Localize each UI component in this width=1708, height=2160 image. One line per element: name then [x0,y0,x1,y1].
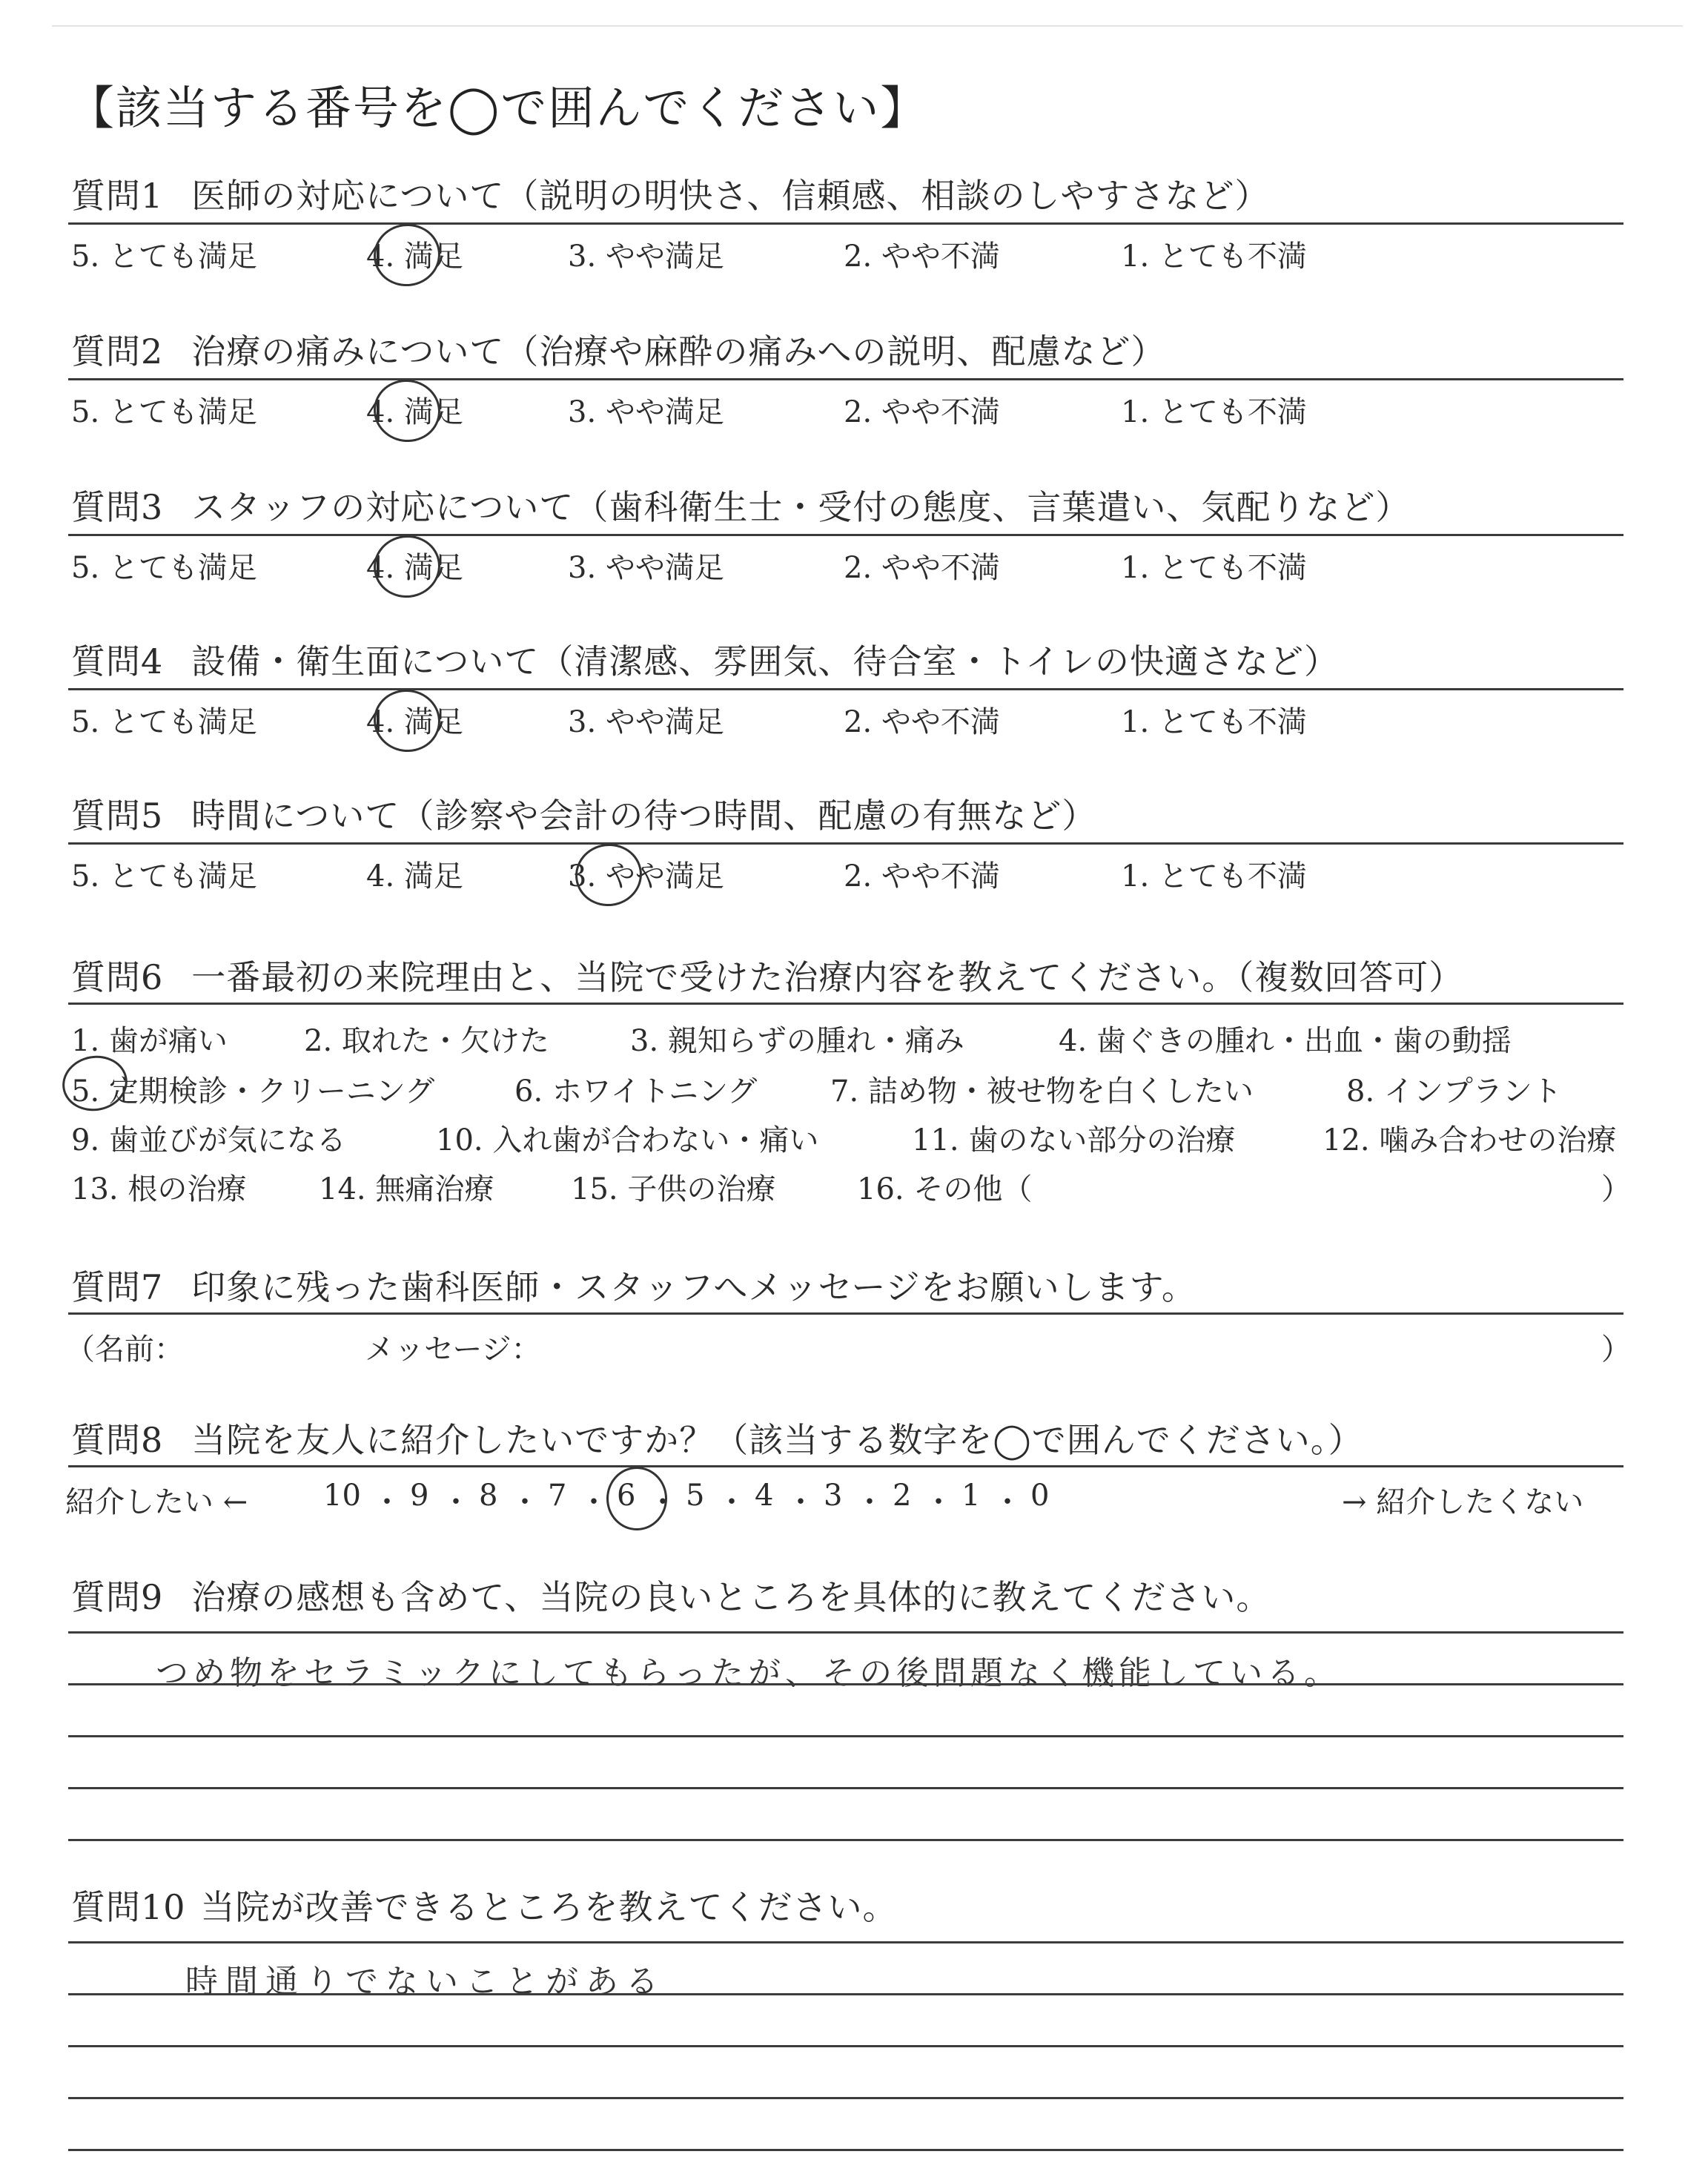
question-number: 質問2 [71,331,164,371]
question-text: 一番最初の来院理由と、当院で受けた治療内容を教えてください。（複数回答可） [191,957,1464,997]
scale-value-10[interactable]: 10 [323,1479,361,1513]
q6-option-11[interactable]: 11. 歯のない部分の治療 [912,1123,1236,1157]
question-rule [68,534,1623,536]
scale-value-4[interactable]: 4 [755,1479,774,1513]
rating-option-5[interactable]: 5. とても満足 [71,240,257,274]
writing-line [68,1941,1623,1943]
question-text: 当院が改善できるところを教えてください。 [200,1887,898,1927]
rating-option-4[interactable]: 4. 満足 [366,240,463,274]
rating-option-1[interactable]: 1. とても不満 [1121,705,1307,739]
handwritten-answer: つめ物をセラミックにしてもらったが、その後問題なく機能している。 [156,1654,1342,1692]
rating-option-2[interactable]: 2. やや不満 [844,551,1000,585]
name-label: （名前： [65,1332,184,1367]
q6-option-4[interactable]: 4. 歯ぐきの腫れ・出血・歯の動揺 [1059,1024,1512,1058]
question-number: 質問7 [71,1267,164,1307]
scale-value-9[interactable]: 9 [410,1479,429,1513]
rating-option-3[interactable]: 3. やや満足 [568,859,724,894]
question-number: 質問5 [71,796,164,836]
form-instruction: 【該当する番号を◯で囲んでください】 [68,81,928,135]
question-number: 質問6 [71,957,164,997]
q6-option-8[interactable]: 8. インプラント [1346,1074,1562,1109]
question-rule [68,1312,1623,1315]
question-text: 治療の痛みについて（治療や麻酔の痛みへの説明、配慮など） [191,331,1166,371]
question-number: 質問8 [71,1420,164,1460]
rating-option-2[interactable]: 2. やや不満 [844,240,1000,274]
message-close: ） [1601,1332,1631,1367]
rating-option-5[interactable]: 5. とても満足 [71,395,257,429]
q6-option-15[interactable]: 15. 子供の治療 [571,1172,776,1206]
q6-option-1[interactable]: 1. 歯が痛い [71,1024,228,1058]
question-5-title [71,789,1096,838]
scale-value-1[interactable]: 1 [961,1479,981,1513]
question-rule [68,1003,1623,1005]
q6-option-16[interactable]: 16. その他（ [857,1172,1033,1206]
scale-separator: ・ [855,1485,884,1519]
rating-option-4[interactable]: 4. 満足 [366,705,463,739]
question-number: 質問9 [71,1577,164,1617]
q6-option-16-close: ） [1601,1172,1631,1206]
q6-option-12[interactable]: 12. 噛み合わせの治療 [1323,1123,1617,1157]
question-3-title [71,480,1410,529]
rating-option-1[interactable]: 1. とても不満 [1121,551,1307,585]
scale-separator: ・ [717,1485,747,1519]
q6-option-13[interactable]: 13. 根の治療 [71,1172,247,1206]
scale-value-3[interactable]: 3 [824,1479,843,1513]
scale-value-0[interactable]: 0 [1030,1479,1050,1513]
rating-option-3[interactable]: 3. やや満足 [568,395,724,429]
rating-option-2[interactable]: 2. やや不満 [844,859,1000,894]
writing-line [68,1735,1623,1737]
scale-value-5[interactable]: 5 [686,1479,705,1513]
rating-option-5[interactable]: 5. とても満足 [71,551,257,585]
q6-option-10[interactable]: 10. 入れ歯が合わない・痛い [436,1123,819,1157]
writing-line [68,1683,1623,1685]
rating-option-3[interactable]: 3. やや満足 [568,551,724,585]
scale-separator: ・ [924,1485,953,1519]
q6-option-14[interactable]: 14. 無痛治療 [319,1172,494,1206]
question-8-title [71,1413,1363,1462]
writing-line [68,1839,1623,1841]
rating-option-4[interactable]: 4. 満足 [366,859,463,894]
scale-separator: ・ [786,1485,815,1519]
scale-separator: ・ [579,1485,609,1519]
scale-value-2[interactable]: 2 [893,1479,912,1513]
question-6-title [71,951,1463,1000]
scale-value-7[interactable]: 7 [548,1479,567,1513]
rating-option-1[interactable]: 1. とても不満 [1121,859,1307,894]
scale-separator: ・ [993,1485,1022,1519]
rating-option-2[interactable]: 2. やや不満 [844,395,1000,429]
scale-separator: ・ [648,1485,678,1519]
question-number: 質問10 [71,1887,186,1927]
question-7-title [71,1261,1196,1309]
rating-option-5[interactable]: 5. とても満足 [71,705,257,739]
question-text: 医師の対応について（説明の明快さ、信頼感、相談のしやすさなど） [191,176,1270,216]
writing-line [68,1993,1623,1995]
q6-option-6[interactable]: 6. ホワイトニング [514,1074,758,1109]
scale-value-6[interactable]: 6 [617,1479,636,1513]
question-rule [68,222,1623,225]
q6-option-3[interactable]: 3. 親知らずの腫れ・痛み [630,1024,964,1058]
message-label: メッセージ： [365,1332,541,1367]
top-divider [52,25,1683,27]
handwritten-answer: 時間通りでないことがある [185,1963,666,2001]
q6-option-2[interactable]: 2. 取れた・欠けた [304,1024,549,1058]
rating-option-3[interactable]: 3. やや満足 [568,240,724,274]
rating-option-3[interactable]: 3. やや満足 [568,705,724,739]
question-text: 治療の感想も含めて、当院の良いところを具体的に教えてください。 [191,1577,1271,1617]
scale-separator: ・ [441,1485,471,1519]
rating-option-4[interactable]: 4. 満足 [366,395,463,429]
rating-option-1[interactable]: 1. とても不満 [1121,240,1307,274]
question-text: 当院を友人に紹介したいですか？（該当する数字を◯で囲んでください。） [191,1420,1363,1460]
question-rule [68,378,1623,380]
question-number: 質問4 [71,641,164,681]
recommend-left-label: 紹介したい ← [65,1485,248,1519]
rating-option-5[interactable]: 5. とても満足 [71,859,257,894]
question-rule [68,688,1623,690]
scale-separator: ・ [372,1485,402,1519]
question-rule [68,842,1623,845]
question-number: 質問3 [71,487,164,527]
question-9-title [71,1571,1271,1619]
writing-line [68,2045,1623,2047]
question-number: 質問1 [71,176,164,216]
writing-line [68,1787,1623,1789]
q6-option-9[interactable]: 9. 歯並びが気になる [71,1123,346,1157]
writing-line [68,2097,1623,2099]
question-4-title [71,635,1339,684]
question-text: 印象に残った歯科医師・スタッフへメッセージをお願いします。 [191,1267,1196,1307]
writing-line [68,1631,1623,1634]
q6-option-7[interactable]: 7. 詰め物・被せ物を白くしたい [830,1074,1254,1109]
question-1-title [71,169,1270,218]
scale-separator: ・ [510,1485,540,1519]
scale-value-8[interactable]: 8 [479,1479,498,1513]
rating-option-4[interactable]: 4. 満足 [366,551,463,585]
q6-option-5[interactable]: 5. 定期検診・クリーニング [71,1074,435,1109]
question-text: 時間について（診察や会計の待つ時間、配慮の有無など） [191,796,1097,836]
question-text: スタッフの対応について（歯科衛生士・受付の態度、言葉遣い、気配りなど） [191,487,1411,527]
writing-line [68,2149,1623,2151]
rating-option-1[interactable]: 1. とても不満 [1121,395,1307,429]
question-text: 設備・衛生面について（清潔感、雰囲気、待合室・トイレの快適さなど） [191,641,1340,681]
question-2-title [71,325,1165,374]
rating-option-2[interactable]: 2. やや不満 [844,705,1000,739]
question-rule [68,1465,1623,1467]
recommend-right-label: → 紹介したくない [1342,1485,1584,1519]
question-10-title [71,1880,898,1929]
